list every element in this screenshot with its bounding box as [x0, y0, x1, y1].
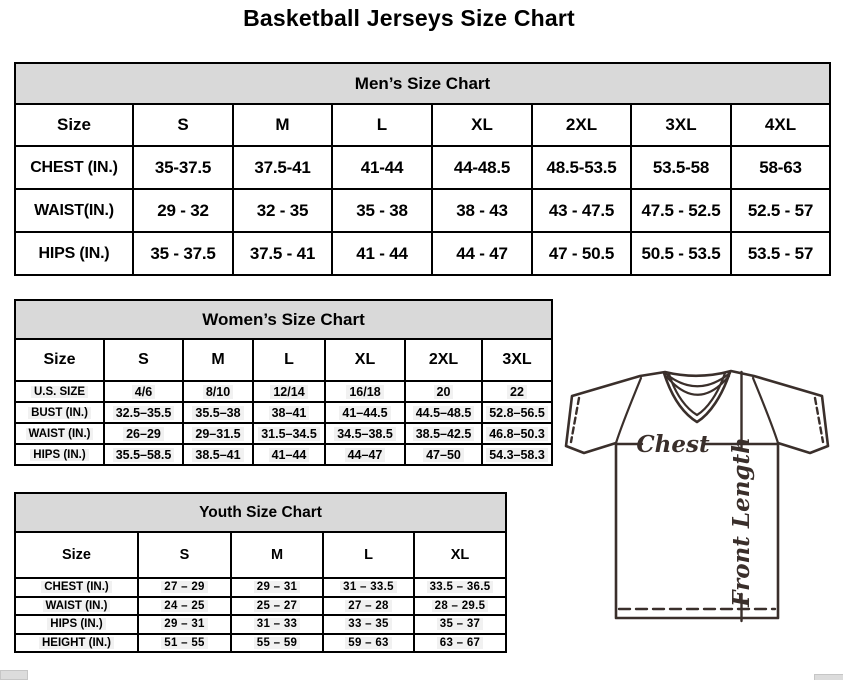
mens-cell: 35 - 37.5: [133, 232, 233, 275]
mens-cell: 58-63: [731, 146, 830, 189]
youth-cell: 27 – 29: [138, 578, 231, 597]
youth-col-header-l: L: [323, 532, 414, 578]
womens-row-label: BUST (IN.): [15, 402, 104, 423]
youth-row: [15, 597, 506, 616]
mens-cell: 32 - 35: [233, 189, 332, 232]
mens-cell: 47 - 50.5: [532, 232, 631, 275]
chest-label: Chest: [636, 431, 710, 458]
womens-cell: 12/14: [253, 381, 325, 402]
mens-cell: 44 - 47: [432, 232, 532, 275]
womens-table: [14, 299, 553, 466]
scrollbar-corner-fragment[interactable]: [814, 674, 843, 680]
mens-cell: 48.5-53.5: [532, 146, 631, 189]
youth-cell: 35 – 37: [414, 615, 506, 634]
mens-cell: 37.5 - 41: [233, 232, 332, 275]
womens-col-header-xl: XL: [325, 339, 405, 381]
womens-cell: 4/6: [104, 381, 183, 402]
jersey-outline: [566, 371, 828, 618]
mens-cell: 37.5-41: [233, 146, 332, 189]
womens-cell: 29–31.5: [183, 423, 253, 444]
mens-row: [15, 189, 830, 232]
womens-cell: 44.5–48.5: [405, 402, 482, 423]
womens-col-header-size: Size: [15, 339, 104, 381]
mens-col-header-4xl: 4XL: [731, 104, 830, 146]
youth-cell: 27 – 28: [323, 597, 414, 616]
womens-cell: 38.5–41: [183, 444, 253, 465]
mens-row-label: CHEST (IN.): [15, 146, 133, 189]
youth-col-header-size: Size: [15, 532, 138, 578]
jersey-measurement-diagram: [552, 356, 842, 676]
womens-cell: 35.5–58.5: [104, 444, 183, 465]
mens-table: [14, 62, 831, 276]
youth-row: [15, 634, 506, 653]
youth-cell: 33.5 – 36.5: [414, 578, 506, 597]
youth-cell: 28 – 29.5: [414, 597, 506, 616]
page-title: Basketball Jerseys Size Chart: [243, 5, 575, 31]
youth-row-label: HIPS (IN.): [15, 615, 138, 634]
mens-cell: 41 - 44: [332, 232, 432, 275]
womens-cell: 34.5–38.5: [325, 423, 405, 444]
mens-cell: 35-37.5: [133, 146, 233, 189]
mens-cell: 44-48.5: [432, 146, 532, 189]
mens-table-title: Men’s Size Chart: [15, 63, 830, 104]
mens-cell: 43 - 47.5: [532, 189, 631, 232]
womens-row: [15, 381, 552, 402]
womens-cell: 22: [482, 381, 552, 402]
mens-col-header-l: L: [332, 104, 432, 146]
mens-cell: 38 - 43: [432, 189, 532, 232]
mens-cell: 53.5 - 57: [731, 232, 830, 275]
womens-cell: 32.5–35.5: [104, 402, 183, 423]
youth-table-title: Youth Size Chart: [15, 493, 506, 532]
womens-cell: 38.5–42.5: [405, 423, 482, 444]
womens-col-header-l: L: [253, 339, 325, 381]
youth-row-label: WAIST (IN.): [15, 597, 138, 616]
youth-cell: 63 – 67: [414, 634, 506, 653]
womens-row: [15, 423, 552, 444]
youth-col-header-s: S: [138, 532, 231, 578]
mens-cell: 52.5 - 57: [731, 189, 830, 232]
youth-cell: 33 – 35: [323, 615, 414, 634]
mens-col-header-m: M: [233, 104, 332, 146]
mens-col-header-2xl: 2XL: [532, 104, 631, 146]
womens-row: [15, 402, 552, 423]
womens-row-label: HIPS (IN.): [15, 444, 104, 465]
youth-cell: 55 – 59: [231, 634, 323, 653]
womens-cell: 31.5–34.5: [253, 423, 325, 444]
womens-cell: 20: [405, 381, 482, 402]
womens-row: [15, 444, 552, 465]
mens-row: [15, 232, 830, 275]
youth-row-label: HEIGHT (IN.): [15, 634, 138, 653]
youth-row-label: CHEST (IN.): [15, 578, 138, 597]
front-length-label: Front Length: [728, 437, 755, 607]
womens-table-title: Women’s Size Chart: [15, 300, 552, 339]
youth-cell: 51 – 55: [138, 634, 231, 653]
mens-col-header-3xl: 3XL: [631, 104, 731, 146]
womens-cell: 41–44.5: [325, 402, 405, 423]
youth-cell: 24 – 25: [138, 597, 231, 616]
womens-cell: 44–47: [325, 444, 405, 465]
youth-table: [14, 492, 507, 653]
youth-cell: 29 – 31: [231, 578, 323, 597]
youth-col-header-m: M: [231, 532, 323, 578]
mens-col-header-xl: XL: [432, 104, 532, 146]
youth-cell: 29 – 31: [138, 615, 231, 634]
mens-cell: 53.5-58: [631, 146, 731, 189]
womens-col-header-2xl: 2XL: [405, 339, 482, 381]
youth-cell: 31 – 33.5: [323, 578, 414, 597]
womens-cell: 38–41: [253, 402, 325, 423]
womens-cell: 52.8–56.5: [482, 402, 552, 423]
womens-col-header-3xl: 3XL: [482, 339, 552, 381]
mens-col-header-size: Size: [15, 104, 133, 146]
womens-row-label: U.S. SIZE: [15, 381, 104, 402]
womens-cell: 47–50: [405, 444, 482, 465]
mens-cell: 47.5 - 52.5: [631, 189, 731, 232]
youth-size-chart-table: [14, 492, 507, 653]
womens-cell: 54.3–58.3: [482, 444, 552, 465]
youth-col-header-xl: XL: [414, 532, 506, 578]
womens-cell: 46.8–50.3: [482, 423, 552, 444]
mens-size-chart-table: [14, 62, 831, 276]
mens-cell: 29 - 32: [133, 189, 233, 232]
youth-cell: 31 – 33: [231, 615, 323, 634]
womens-size-chart-table: [14, 299, 553, 466]
youth-cell: 59 – 63: [323, 634, 414, 653]
womens-col-header-s: S: [104, 339, 183, 381]
mens-col-header-s: S: [133, 104, 233, 146]
youth-row: [15, 578, 506, 597]
womens-col-header-m: M: [183, 339, 253, 381]
womens-row-label: WAIST (IN.): [15, 423, 104, 444]
youth-row: [15, 615, 506, 634]
womens-cell: 8/10: [183, 381, 253, 402]
womens-cell: 16/18: [325, 381, 405, 402]
mens-row-label: WAIST(IN.): [15, 189, 133, 232]
mens-row-label: HIPS (IN.): [15, 232, 133, 275]
mens-row: [15, 146, 830, 189]
womens-cell: 35.5–38: [183, 402, 253, 423]
mens-cell: 50.5 - 53.5: [631, 232, 731, 275]
youth-cell: 25 – 27: [231, 597, 323, 616]
womens-cell: 41–44: [253, 444, 325, 465]
mens-cell: 41-44: [332, 146, 432, 189]
mens-cell: 35 - 38: [332, 189, 432, 232]
womens-cell: 26–29: [104, 423, 183, 444]
